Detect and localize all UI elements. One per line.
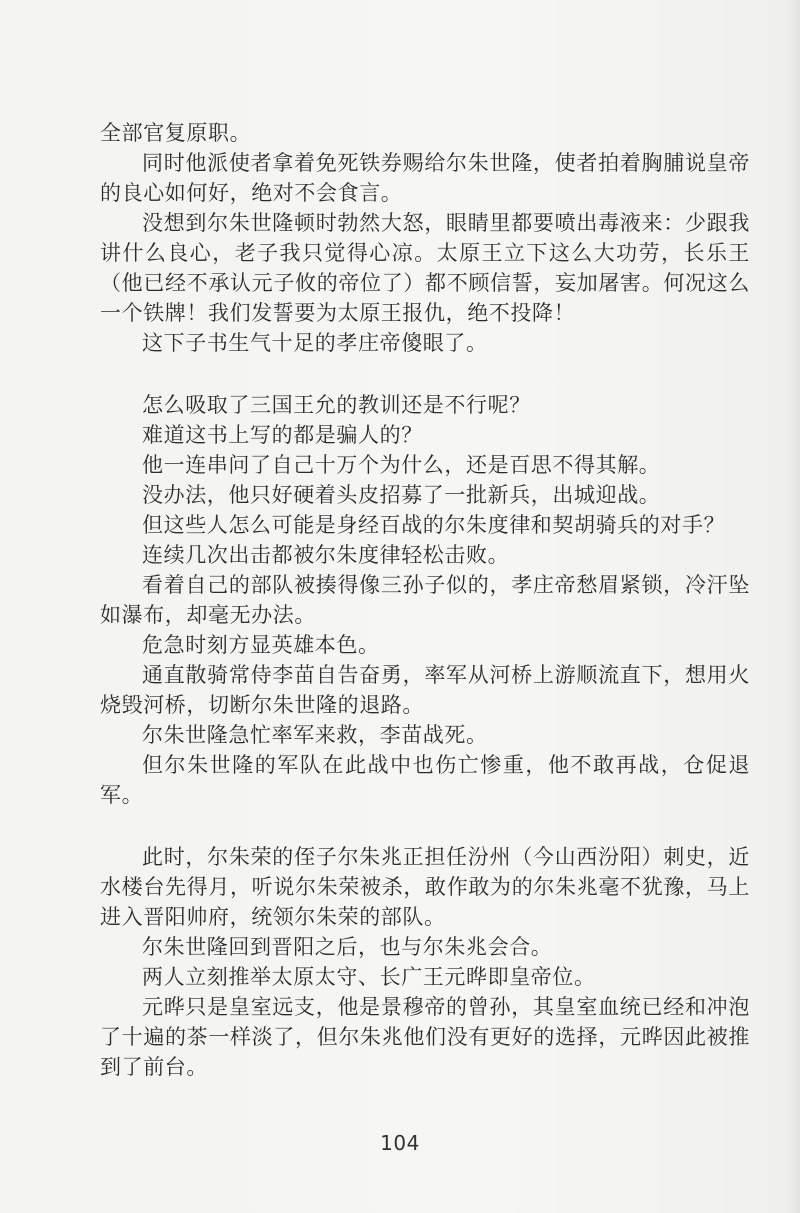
paragraph: 危急时刻方显英雄本色。: [142, 633, 380, 657]
paragraph: 通直散骑常侍李苗自告奋勇，率军从河桥上游顺流直下，想用火烧毁河桥，切断尔朱世隆的退路。: [100, 663, 750, 717]
paragraph: 连续几次出击都被尔朱度律轻松击败。: [142, 543, 510, 567]
paragraph: 这下子书生气十足的孝庄帝傻眼了。: [142, 331, 488, 355]
paragraph: 元晔只是皇室远支，他是景穆帝的曾孙，其皇室血统已经和冲泡了十遍的茶一样淡了，但尔朱兆他们没有更好的选择，元晔因此被推到了前台。: [100, 995, 750, 1079]
paragraph: 同时他派使者拿着免死铁券赐给尔朱世隆，使者拍着胸脯说皇帝的良心如何好，绝对不会食言。: [100, 151, 750, 205]
page-number: 104: [380, 1131, 420, 1155]
section-gap: [100, 358, 750, 390]
section-gap: [100, 810, 750, 842]
paragraph: 没想到尔朱世隆顿时勃然大怒，眼睛里都要喷出毒液来：少跟我讲什么良心，老子我只觉得心凉。太原王立下这么大功劳，长乐王（他已经不承认元子攸的帝位了）都不顾信誓，妄加屠害。何况这么一个铁牌！我们发誓要为太原王报仇，绝不投降！: [100, 211, 750, 325]
paragraph: 全部官复原职。: [100, 121, 252, 145]
paragraph: 两人立刻推举太原太守、长广王元晔即皇帝位。: [142, 965, 596, 989]
paragraph: 此时，尔朱荣的侄子尔朱兆正担任汾州（今山西汾阳）刺史，近水楼台先得月，听说尔朱荣被杀，敢作敢为的尔朱兆毫不犹豫，马上进入晋阳帅府，统领尔朱荣的部队。: [100, 845, 750, 929]
paragraph: 难道这书上写的都是骗人的？: [142, 423, 423, 447]
page-body-text: [100, 118, 750, 1082]
page-edge-shadow: [784, 0, 800, 1213]
paragraph: 怎么吸取了三国王允的教训还是不行呢？: [142, 393, 531, 417]
paragraph: 看着自己的部队被揍得像三孙子似的，孝庄帝愁眉紧锁，冷汗坠如瀑布，却毫无办法。: [100, 573, 750, 627]
paragraph: 没办法，他只好硬着头皮招募了一批新兵，出城迎战。: [142, 483, 661, 507]
paragraph: 他一连串问了自己十万个为什么，还是百思不得其解。: [142, 453, 661, 477]
paragraph: 尔朱世隆回到晋阳之后，也与尔朱兆会合。: [142, 935, 553, 959]
paragraph: 但这些人怎么可能是身经百战的尔朱度律和契胡骑兵的对手？: [142, 513, 726, 537]
paragraph: 但尔朱世隆的军队在此战中也伤亡惨重，他不敢再战，仓促退军。: [100, 753, 750, 807]
paragraph: 尔朱世隆急忙率军来救，李苗战死。: [142, 723, 488, 747]
